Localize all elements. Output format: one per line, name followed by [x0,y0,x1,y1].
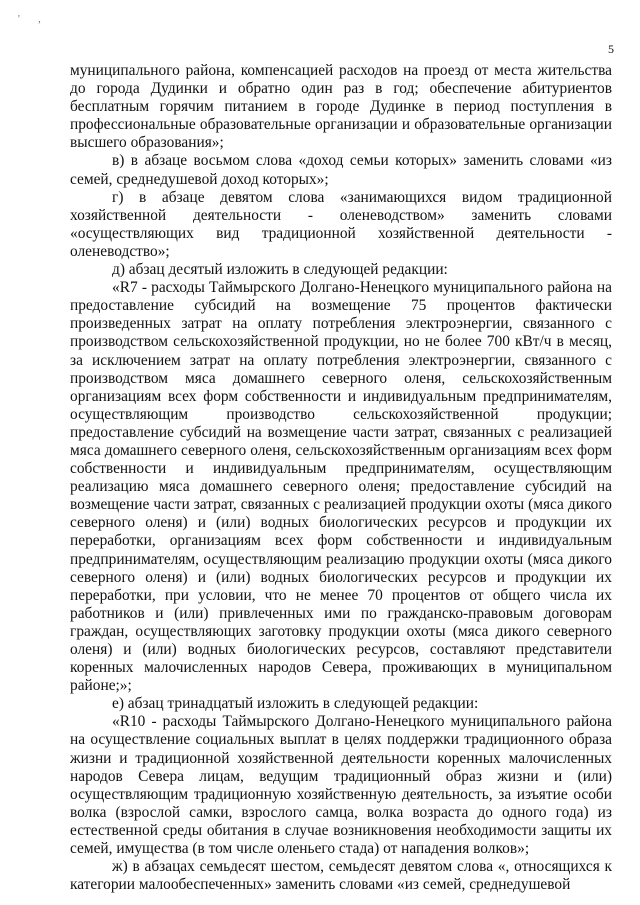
document-body [70,62,612,894]
paragraph-4: д) абзац десятый изложить в следующей редакции: [112,261,448,279]
paragraph-5: «R7 - расходы Таймырского Долгано-Ненецкого муниципального района на предоставление субсидий на возмещение 75 процентов фактически произведенных затрат на оплату потребления электроэнергии, связанного с производством сельскохозяйственной продукции, но не более 700 кВт/ч в месяц, за исключением затрат на оплату потребления электроэнергии, связанного с производством мяса домашнего северного оленя, сельскохозяйственным организациям всех форм собственности и индивидуальным предпринимателям, осуществляющим производство сельскохозяйственной продукции; предоставление субсидий на возмещение части затрат, связанных с реализацией мяса домашнего северного оленя, сельскохозяйственным организациям всех форм собственности и индивидуальным предпринимателям, осуществляющим реализацию мяса домашнего северного оленя; предоставление субсидий на возмещение части затрат, связанных с реализацией продукции охоты (мяса дикого северного оленя) и (или) водных биологических ресурсов и продукции их переработки, организациям всех форм собственности и индивидуальным предпринимателям, осуществляющим реализацию продукции охоты (мяса дикого северного оленя) и (или) водных биологических ресурсов и продукции их переработки, при условии, что не менее 70 процентов от общего числа их работников и (или) привлеченных ими по гражданско-правовым договорам граждан, осуществляющих заготовку продукции охоты (мяса дикого северного оленя) и (или) водных биологических ресурсов, составляют представители коренных малочисленных народов Севера, проживающих в муниципальном районе;»; [70,279,612,695]
scan-corner-marks: ' , [18,14,49,25]
page-number: 5 [608,42,614,56]
paragraph-6: е) абзац тринадцатый изложить в следующей редакции: [112,695,479,713]
paragraph-2: в) в абзаце восьмом слова «доход семьи которых» заменить словами «из семей, среднедушевой доход которых»; [70,152,612,188]
paragraph-7: «R10 - расходы Таймырского Долгано-Ненецкого муниципального района на осуществление социальных выплат в целях поддержки традиционного образа жизни и традиционной хозяйственной деятельности коренных малочисленных народов Севера лицам, ведущим традиционный образ жизни и (или) осуществляющим традиционную хозяйственную деятельность, за изъятие особи волка (взрослой самки, взрослого самца, волка возраста до одного года) из естественной среды обитания в случае возникновения необходимости защиты их семей, имущества (в том числе оленьего стада) от нападения волков»; [70,713,612,858]
paragraph-3: г) в абзаце девятом слова «занимающихся видом традиционной хозяйственной деятельности - оленеводством» заменить словами «осуществляющих вид традиционной хозяйственной деятельности - оленеводство»; [70,188,612,260]
paragraph-8: ж) в абзацах семьдесят шестом, семьдесят девятом слова «, относящихся к категории малообеспеченных» заменить словами «из семей, среднедушевой [70,858,612,894]
paragraph-1: муниципального района, компенсацией расходов на проезд от места жительства до города Дудинки и обратно один раз в год; обеспечение абитуриентов бесплатным горячим питанием в городе Дудинке в период поступления в профессиональные образовательные организации и образовательные организации высшего образования»; [70,62,612,152]
